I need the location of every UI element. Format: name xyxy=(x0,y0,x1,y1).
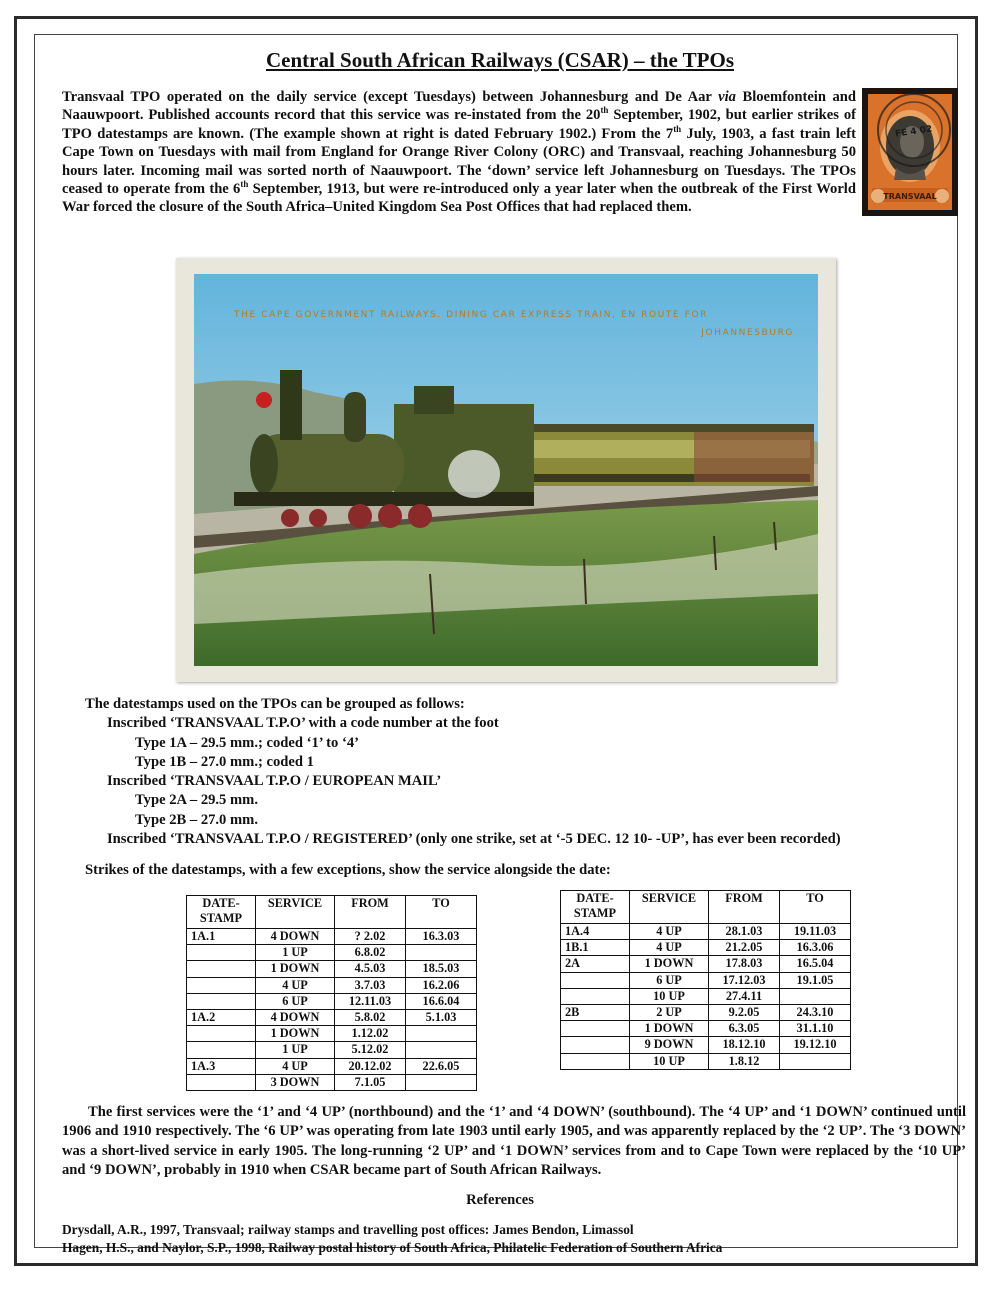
header-from: FROM xyxy=(335,896,406,929)
cell-from: 1.8.12 xyxy=(709,1053,780,1069)
table-row xyxy=(561,1021,851,1037)
postcard-caption xyxy=(234,306,794,342)
king-portrait-stamp-icon xyxy=(862,88,958,216)
cell-from: 17.8.03 xyxy=(709,956,780,972)
references-heading: References xyxy=(466,1192,534,1208)
group-2: Inscribed ‘TRANSVAAL T.P.O / EUROPEAN MAIL’ xyxy=(107,773,442,790)
cell-to: 16.5.04 xyxy=(780,956,851,972)
header-from: FROM xyxy=(709,891,780,924)
table-row xyxy=(187,1026,477,1042)
cell-datestamp: 1A.4 xyxy=(561,924,630,940)
cell-to: 19.11.03 xyxy=(780,924,851,940)
cell-to: 16.6.04 xyxy=(406,993,477,1009)
header-datestamp: DATE-STAMP xyxy=(187,896,256,929)
cell-to: 18.5.03 xyxy=(406,961,477,977)
train-postcard xyxy=(176,258,836,682)
summary-paragraph: The first services were the ‘1’ and ‘4 UP’ (northbound) and the ‘1’ and ‘4 DOWN’ (southbound). The ‘4 UP’ and ‘1 DOWN’ continued until 1906 and 1910 respectively. The ‘6 UP’ was operating from late 1903 until early 1905, and was apparently replaced by the ‘2 UP’. The ‘3 DOWN’ was a short-lived service in early 1905. The long-running ‘2 UP’ and ‘1 DOWN’ services from and to Cape Town were replaced by the ‘10 UP’ and ‘9 DOWN’, probably in 1910 when CSAR became part of South African Railways. xyxy=(62,1104,966,1178)
table-header-row xyxy=(187,896,477,929)
cell-datestamp xyxy=(187,993,256,1009)
table-row xyxy=(561,1053,851,1069)
cell-to: 5.1.03 xyxy=(406,1009,477,1025)
cell-service: 4 UP xyxy=(256,977,335,993)
table-row xyxy=(561,956,851,972)
cell-to xyxy=(406,1074,477,1090)
cell-service: 1 DOWN xyxy=(630,1021,709,1037)
cell-service: 10 UP xyxy=(630,988,709,1004)
cell-from: ? 2.02 xyxy=(335,929,406,945)
cell-to: 31.1.10 xyxy=(780,1021,851,1037)
cell-service: 10 UP xyxy=(630,1053,709,1069)
table-row xyxy=(187,929,477,945)
cell-to: 19.12.10 xyxy=(780,1037,851,1053)
datestamp-table-1 xyxy=(186,895,477,1091)
cell-from: 7.1.05 xyxy=(335,1074,406,1090)
cell-datestamp xyxy=(187,1042,256,1058)
header-service: SERVICE xyxy=(256,896,335,929)
cell-from: 28.1.03 xyxy=(709,924,780,940)
cell-from: 6.3.05 xyxy=(709,1021,780,1037)
table-row xyxy=(561,1004,851,1020)
intro-sup-3: th xyxy=(240,179,249,190)
intro-text-1: Transvaal TPO operated on the daily service (except Tuesdays) between Johannesburg and De Aar xyxy=(62,89,719,105)
cell-datestamp: 1A.2 xyxy=(187,1009,256,1025)
table-header-row xyxy=(561,891,851,924)
cell-from: 12.11.03 xyxy=(335,993,406,1009)
cell-datestamp xyxy=(187,1026,256,1042)
cell-datestamp: 2A xyxy=(561,956,630,972)
cell-to xyxy=(780,1053,851,1069)
cell-to: 24.3.10 xyxy=(780,1004,851,1020)
cell-datestamp xyxy=(187,1074,256,1090)
table-row xyxy=(187,1009,477,1025)
cell-from: 9.2.05 xyxy=(709,1004,780,1020)
cell-from: 6.8.02 xyxy=(335,945,406,961)
cell-service: 4 UP xyxy=(630,924,709,940)
type-2b: Type 2B – 27.0 mm. xyxy=(135,811,258,828)
intro-text-5: September, 1913, but were re-introduced only a year later when the outbreak of the First World War forced the closure of the South Africa–United Kingdom Sea Post Offices that had replaced them. xyxy=(62,181,856,216)
group-3: Inscribed ‘TRANSVAAL T.P.O / REGISTERED’ (only one strike, set at ‘-5 DEC. 12 10- -UP’, has ever been recorded) xyxy=(107,831,841,848)
cell-from: 21.2.05 xyxy=(709,940,780,956)
stamp-inscription: TRANSVAAL xyxy=(883,192,937,201)
intro-paragraph xyxy=(62,88,856,217)
postcard-caption-line2: JOHANNESBURG xyxy=(701,328,794,338)
stamp-postmark: FE 4 02 xyxy=(894,124,933,140)
table-row xyxy=(561,988,851,1004)
cell-to: 16.3.06 xyxy=(780,940,851,956)
cell-datestamp xyxy=(561,988,630,1004)
intro-text-2: Bloemfontein and Naauwpoort. Published accounts record that this service was re-instated from the 20 xyxy=(62,89,856,124)
cell-from: 27.4.11 xyxy=(709,988,780,1004)
cell-to: 22.6.05 xyxy=(406,1058,477,1074)
reference-item: Drysdall, A.R., 1997, Transvaal; railway stamps and travelling post offices: James Bendon, Limassol xyxy=(62,1222,634,1237)
table-row xyxy=(561,940,851,956)
cell-service: 4 UP xyxy=(256,1058,335,1074)
cell-service: 6 UP xyxy=(256,993,335,1009)
table-row xyxy=(561,924,851,940)
cell-from: 1.12.02 xyxy=(335,1026,406,1042)
reference-item: Hagen, H.S., and Naylor, S.P., 1998, Railway postal history of South Africa, Philatelic Federation of Southern Africa xyxy=(62,1239,723,1255)
cell-datestamp: 1B.1 xyxy=(561,940,630,956)
cell-service: 4 UP xyxy=(630,940,709,956)
cell-service: 1 DOWN xyxy=(256,1026,335,1042)
cell-to xyxy=(406,1042,477,1058)
cell-service: 1 UP xyxy=(256,945,335,961)
cell-datestamp: 1A.3 xyxy=(187,1058,256,1074)
cell-datestamp xyxy=(187,977,256,993)
table-row xyxy=(561,972,851,988)
cell-datestamp xyxy=(561,1053,630,1069)
cell-to xyxy=(406,1026,477,1042)
cell-from: 18.12.10 xyxy=(709,1037,780,1053)
table-row xyxy=(187,961,477,977)
cell-service: 3 DOWN xyxy=(256,1074,335,1090)
cell-datestamp: 1A.1 xyxy=(187,929,256,945)
header-to: TO xyxy=(406,896,477,929)
table-row xyxy=(187,1042,477,1058)
header-service: SERVICE xyxy=(630,891,709,924)
header-datestamp: DATE-STAMP xyxy=(561,891,630,924)
cell-to: 16.2.06 xyxy=(406,977,477,993)
table-row xyxy=(561,1037,851,1053)
cell-from: 20.12.02 xyxy=(335,1058,406,1074)
intro-sup-1: th xyxy=(600,105,609,116)
groups-intro: The datestamps used on the TPOs can be grouped as follows: xyxy=(85,696,465,712)
cell-service: 1 DOWN xyxy=(256,961,335,977)
cell-from: 17.12.03 xyxy=(709,972,780,988)
cell-from: 5.12.02 xyxy=(335,1042,406,1058)
cell-datestamp xyxy=(561,1021,630,1037)
cell-from: 4.5.03 xyxy=(335,961,406,977)
intro-via: via xyxy=(718,89,736,105)
cell-datestamp xyxy=(561,1037,630,1053)
table-row xyxy=(187,977,477,993)
table-row xyxy=(187,945,477,961)
group-1: Inscribed ‘TRANSVAAL T.P.O’ with a code number at the foot xyxy=(107,715,499,732)
cell-from: 5.8.02 xyxy=(335,1009,406,1025)
references-list xyxy=(62,1221,722,1256)
type-1a: Type 1A – 29.5 mm.; coded ‘1’ to ‘4’ xyxy=(135,734,360,751)
cell-service: 1 DOWN xyxy=(630,956,709,972)
table-row xyxy=(187,1074,477,1090)
table-body xyxy=(187,929,477,1091)
cell-datestamp xyxy=(561,972,630,988)
intro-sup-2: th xyxy=(673,123,682,134)
page-title: Central South African Railways (CSAR) – the TPOs xyxy=(265,48,735,72)
table-body xyxy=(561,924,851,1070)
intro-text-3: September, 1902, but earlier strikes of TPO datestamps are known. (The example shown at right is dated February 1902.) From the 7 xyxy=(62,107,856,142)
table-row xyxy=(187,1058,477,1074)
table-row xyxy=(187,993,477,1009)
type-2a: Type 2A – 29.5 mm. xyxy=(135,792,258,809)
cell-to xyxy=(780,988,851,1004)
cell-to: 16.3.03 xyxy=(406,929,477,945)
cell-from: 3.7.03 xyxy=(335,977,406,993)
cell-to xyxy=(406,945,477,961)
cell-service: 9 DOWN xyxy=(630,1037,709,1053)
type-1b: Type 1B – 27.0 mm.; coded 1 xyxy=(135,753,314,770)
cell-service: 1 UP xyxy=(256,1042,335,1058)
cell-service: 6 UP xyxy=(630,972,709,988)
intro-text-4: July, 1903, a fast train left Cape Town on Tuesdays with mail from England for Orange River Colony (ORC) and Transvaal, reaching Johannesburg 50 hours later. Incoming mail was sorted north of Naauwpoort. The ‘down’ service left Johannesburg on Tuesdays. The TPOs ceased to operate from the 6 xyxy=(62,125,856,198)
datestamp-table-2 xyxy=(560,890,851,1070)
datestamp-groups xyxy=(85,695,841,849)
postcard-caption-line1: THE CAPE GOVERNMENT RAILWAYS. DINING CAR EXPRESS TRAIN, EN ROUTE FOR xyxy=(234,310,708,320)
cell-to: 19.1.05 xyxy=(780,972,851,988)
cell-service: 4 DOWN xyxy=(256,1009,335,1025)
cell-service: 2 UP xyxy=(630,1004,709,1020)
strikes-intro: Strikes of the datestamps, with a few exceptions, show the service alongside the date: xyxy=(85,862,611,878)
cell-datestamp xyxy=(187,945,256,961)
cell-service: 4 DOWN xyxy=(256,929,335,945)
header-to: TO xyxy=(780,891,851,924)
cell-datestamp: 2B xyxy=(561,1004,630,1020)
cell-datestamp xyxy=(187,961,256,977)
